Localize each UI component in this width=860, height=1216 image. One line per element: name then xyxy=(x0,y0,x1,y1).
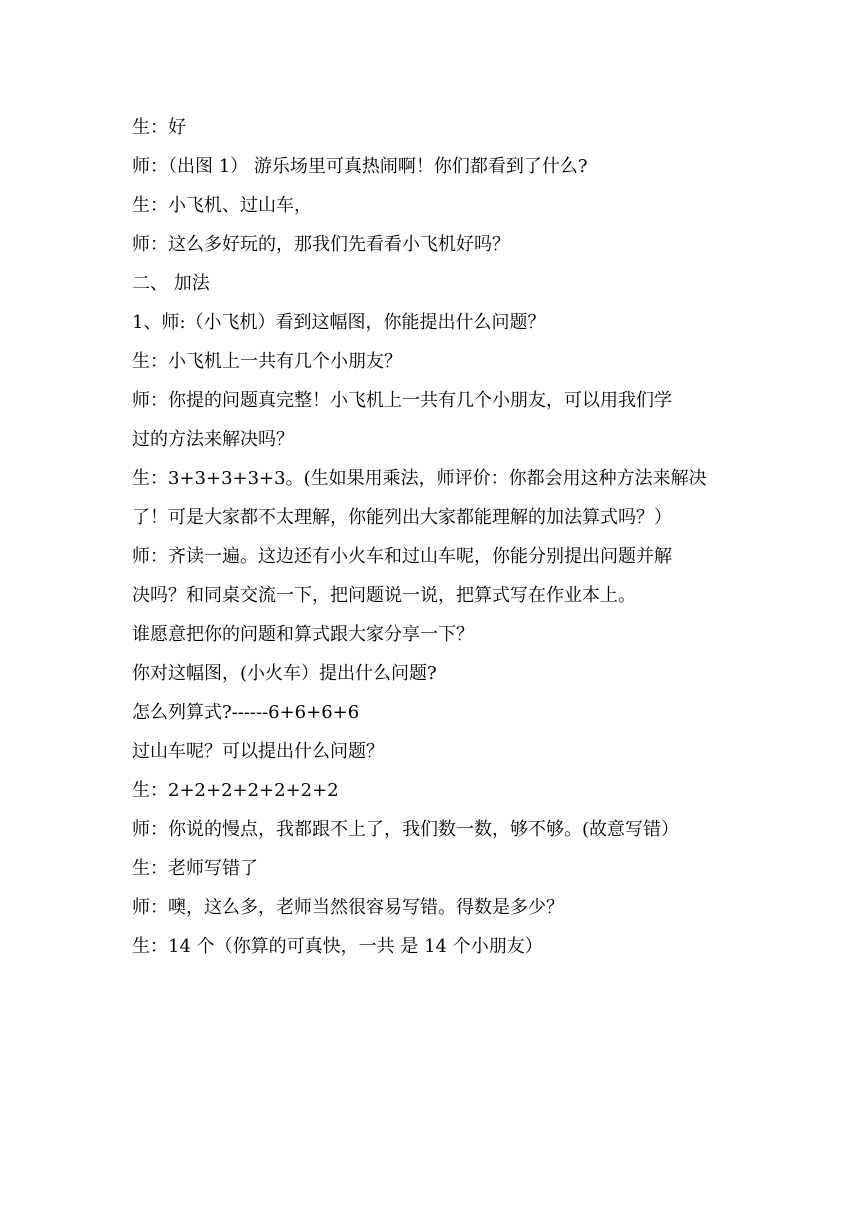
text-line: 师：噢，这么多，老师当然很容易写错。得数是多少？ xyxy=(132,897,564,918)
text-line: 决吗？和同桌交流一下，把问题说一说，把算式写在作业本上。 xyxy=(132,585,636,606)
text-line: 了！可是大家都不太理解，你能列出大家都能理解的加法算式吗？） xyxy=(132,507,672,528)
text-line: 生：小飞机、过山车， xyxy=(132,195,312,216)
text-line: 师：你提的问题真完整！小飞机上一共有几个小朋友，可以用我们学 xyxy=(132,390,672,411)
text-line: 生：3+3+3+3+3。(生如果用乘法，师评价：你都会用这种方法来解决 xyxy=(132,468,707,489)
text-line: 生：小飞机上一共有几个小朋友？ xyxy=(132,351,402,372)
text-line: 生：14 个（你算的可真快，一共 是 14 个小朋友） xyxy=(132,936,543,957)
text-line: 师：你说的慢点，我都跟不上了，我们数一数，够不够。(故意写错） xyxy=(132,819,680,840)
text-line: 师：（出图 1） 游乐场里可真热闹啊！你们都看到了什么? xyxy=(132,156,588,177)
text-line: 过的方法来解决吗？ xyxy=(132,429,294,450)
text-line: 师：这么多好玩的，那我们先看看小飞机好吗？ xyxy=(132,234,510,255)
text-line: 过山车呢？可以提出什么问题？ xyxy=(132,741,384,762)
text-line: 生：2+2+2+2+2+2+2 xyxy=(132,780,339,801)
section-heading: 二、 加法 xyxy=(132,273,210,294)
text-line: 你对这幅图，(小火车）提出什么问题? xyxy=(132,663,437,684)
text-line: 生：老师写错了 xyxy=(132,858,258,879)
text-line: 谁愿意把你的问题和算式跟大家分享一下？ xyxy=(132,624,474,645)
text-line: 生：好 xyxy=(132,117,186,138)
document-body xyxy=(132,108,742,966)
text-line: 师：齐读一遍。这边还有小火车和过山车呢，你能分别提出问题并解 xyxy=(132,546,672,567)
text-line: 1、师:（小飞机）看到这幅图，你能提出什么问题？ xyxy=(132,312,546,333)
text-line: 怎么列算式?------6+6+6+6 xyxy=(132,702,360,723)
